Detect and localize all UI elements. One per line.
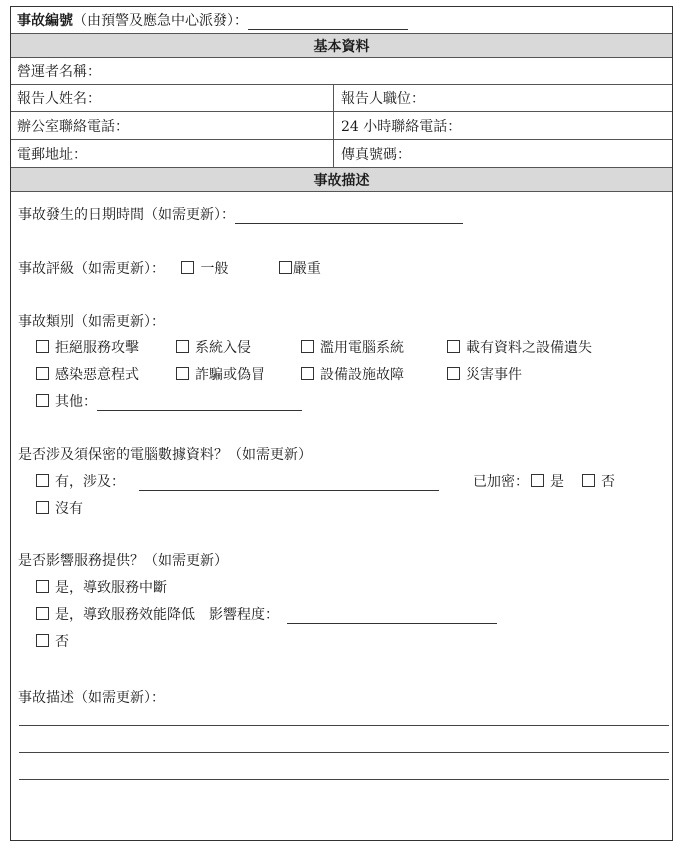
checkbox-icon[interactable]	[36, 580, 49, 593]
phone-row	[11, 112, 672, 140]
rating-label: 事故評級（如需更新）：	[18, 261, 165, 277]
checkbox-icon[interactable]	[36, 367, 49, 380]
datetime-field[interactable]	[235, 209, 463, 224]
impact-label: 影響程度：	[209, 607, 279, 623]
datetime-line	[18, 204, 463, 224]
incident-number-label: 事故編號	[17, 13, 73, 29]
reporter-title-label[interactable]: 報告人職位：	[341, 91, 425, 107]
description-line-3[interactable]	[19, 779, 669, 780]
category-other-option[interactable]	[36, 391, 302, 411]
incident-number-note: （由預警及應急中心派發）：	[73, 13, 248, 29]
email-fax-row	[11, 140, 672, 168]
checkbox-icon[interactable]	[582, 474, 595, 487]
encrypted-label: 已加密：	[473, 474, 529, 490]
rating-severe-option[interactable]	[279, 261, 321, 277]
category-disaster-option[interactable]	[447, 364, 522, 384]
category-disaster-text: 災害事件	[466, 367, 522, 383]
confidential-yes-option[interactable]	[36, 471, 439, 491]
category-facility-fault-text: 設備設施故障	[320, 367, 404, 383]
description-label: 事故描述（如需更新）：	[18, 690, 165, 706]
email-label[interactable]: 電郵地址：	[17, 146, 87, 163]
category-intrusion-option[interactable]	[176, 337, 251, 357]
checkbox-icon[interactable]	[447, 367, 460, 380]
office-phone-label[interactable]: 辦公室聯絡電話：	[17, 118, 129, 135]
checkbox-icon[interactable]	[36, 634, 49, 647]
category-device-loss-text: 載有資料之設備遺失	[466, 340, 592, 356]
cell-divider	[333, 85, 334, 111]
category-misuse-text: 濫用電腦系統	[320, 340, 404, 356]
fax-label[interactable]: 傳真號碼：	[341, 146, 411, 163]
service-degrade-text: 是，導致服務效能降低	[55, 607, 195, 623]
incident-number-row	[11, 7, 672, 34]
checkbox-icon[interactable]	[36, 474, 49, 487]
incident-desc-header-text: 事故描述	[313, 172, 370, 189]
checkbox-icon[interactable]	[36, 394, 49, 407]
description-line-1[interactable]	[19, 725, 669, 726]
category-intrusion-text: 系統入侵	[195, 340, 251, 356]
checkbox-icon[interactable]	[531, 474, 544, 487]
reporter-row	[11, 85, 672, 112]
service-no-text: 否	[55, 634, 69, 650]
category-malware-text: 感染惡意程式	[55, 367, 139, 383]
rating-line	[18, 258, 321, 278]
incident-number-text	[17, 10, 408, 30]
checkbox-icon[interactable]	[279, 261, 292, 274]
checkbox-icon[interactable]	[36, 607, 49, 620]
service-interrupt-text: 是，導致服務中斷	[55, 580, 167, 596]
service-label: 是否影響服務提供？（如需更新）	[18, 553, 228, 569]
basic-info-header-text: 基本資料	[313, 38, 370, 55]
category-other-text: 其他：	[55, 394, 97, 410]
operator-name-label: 營運者名稱：	[17, 64, 101, 80]
service-degrade-option[interactable]	[36, 604, 497, 624]
confidential-label: 是否涉及須保密的電腦數據資料？（如需更新）	[18, 447, 312, 463]
category-other-field[interactable]	[97, 396, 302, 411]
category-misuse-option[interactable]	[301, 337, 404, 357]
category-dos-text: 拒絕服務攻擊	[55, 340, 139, 356]
incident-number-field[interactable]	[248, 15, 408, 30]
confidential-yes-text: 有，涉及：	[55, 474, 125, 490]
incident-desc-header	[11, 168, 672, 192]
category-facility-fault-option[interactable]	[301, 364, 404, 384]
rating-general-option[interactable]	[181, 261, 228, 277]
service-interrupt-option[interactable]	[36, 577, 167, 597]
encrypted-yes-text: 是	[550, 474, 564, 490]
category-dos-option[interactable]	[36, 337, 139, 357]
checkbox-icon[interactable]	[181, 261, 194, 274]
encrypted-no-text: 否	[601, 474, 615, 490]
encrypted-group	[473, 471, 615, 491]
service-no-option[interactable]	[36, 631, 69, 651]
basic-info-header	[11, 34, 672, 58]
description-line-2[interactable]	[19, 752, 669, 753]
checkbox-icon[interactable]	[301, 340, 314, 353]
cell-divider	[333, 112, 334, 139]
confidential-no-option[interactable]	[36, 498, 83, 518]
reporter-name-label[interactable]: 報告人姓名：	[17, 91, 101, 107]
operator-name-row[interactable]	[11, 58, 672, 85]
phone-24h-label[interactable]: 24 小時聯絡電話：	[341, 118, 462, 135]
checkbox-icon[interactable]	[36, 501, 49, 514]
cell-divider	[333, 140, 334, 167]
incident-report-form	[10, 6, 673, 841]
category-fraud-text: 詐騙或偽冒	[195, 367, 265, 383]
rating-general-text: 一般	[200, 261, 229, 277]
checkbox-icon[interactable]	[176, 340, 189, 353]
rating-severe-text: 嚴重	[292, 261, 321, 277]
category-fraud-option[interactable]	[176, 364, 265, 384]
checkbox-icon[interactable]	[176, 367, 189, 380]
checkbox-icon[interactable]	[447, 340, 460, 353]
checkbox-icon[interactable]	[301, 367, 314, 380]
category-malware-option[interactable]	[36, 364, 139, 384]
impact-field[interactable]	[287, 609, 497, 624]
checkbox-icon[interactable]	[36, 340, 49, 353]
confidential-no-text: 沒有	[55, 501, 83, 517]
datetime-label: 事故發生的日期時間（如需更新）：	[18, 207, 235, 223]
category-device-loss-option[interactable]	[447, 337, 592, 357]
category-label: 事故類別（如需更新）：	[18, 314, 165, 330]
confidential-details-field[interactable]	[139, 476, 439, 491]
